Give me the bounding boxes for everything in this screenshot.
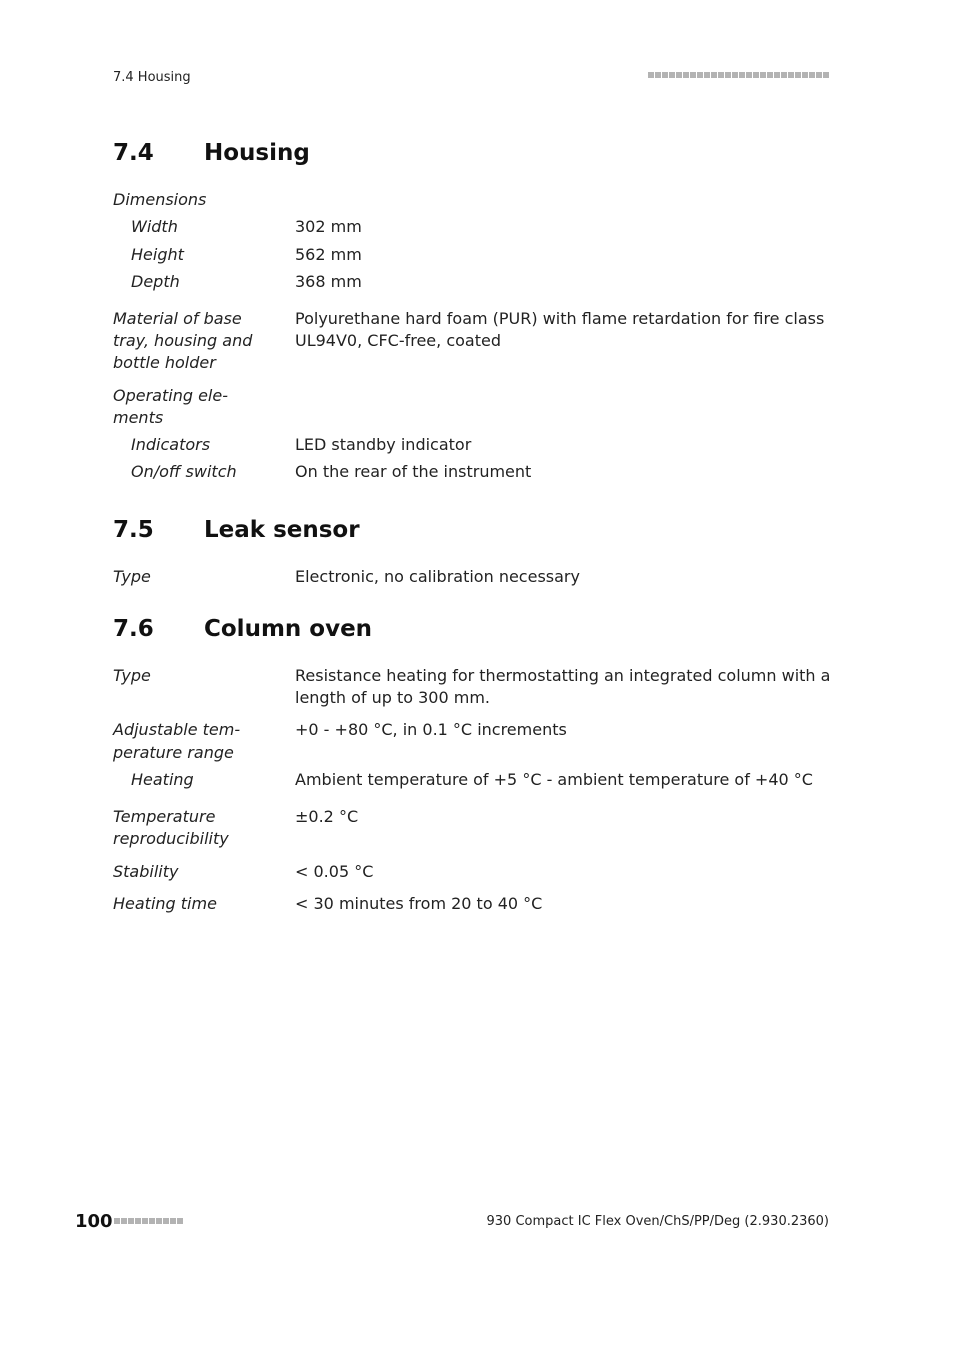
reproducibility-value: ±0.2 °C xyxy=(295,807,359,826)
on-off-switch-value: On the rear of the instrument xyxy=(295,462,532,481)
height-label: Height xyxy=(131,245,184,264)
oven-type-label: Type xyxy=(113,666,151,685)
reproducibility-label-line-1: Temperature xyxy=(113,807,216,826)
section-number: 7.6 xyxy=(113,616,154,642)
header-decoration xyxy=(648,72,829,78)
material-value-line-1: Polyurethane hard foam (PUR) with flame retardation for fire class xyxy=(295,309,825,328)
temperature-range-label-line-1: Adjustable tem- xyxy=(113,720,241,739)
width-label: Width xyxy=(131,217,178,236)
material-label-line-3: bottle holder xyxy=(113,353,216,372)
reproducibility-label-line-2: reproducibility xyxy=(113,829,229,848)
material-value-line-2: UL94V0, CFC-free, coated xyxy=(295,331,501,350)
depth-label: Depth xyxy=(131,272,180,291)
temperature-range-value: +0 - +80 °C, in 0.1 °C increments xyxy=(295,720,567,739)
section-title: Leak sensor xyxy=(204,517,360,543)
section-title: Housing xyxy=(204,140,310,166)
oven-type-value-line-2: length of up to 300 mm. xyxy=(295,688,491,707)
stability-value: < 0.05 °C xyxy=(295,862,374,881)
temperature-range-label-line-2: perature range xyxy=(113,743,234,762)
section-number: 7.5 xyxy=(113,517,154,543)
leak-type-label: Type xyxy=(113,567,151,586)
on-off-switch-label: On/off switch xyxy=(131,462,237,481)
material-label-line-2: tray, housing and xyxy=(113,331,253,350)
section-heading-housing xyxy=(113,140,310,166)
heating-value: Ambient temperature of +5 °C - ambient temperature of +40 °C xyxy=(295,770,813,789)
running-header-section: 7.4 Housing xyxy=(113,70,191,85)
dimensions-label: Dimensions xyxy=(113,190,207,209)
section-number: 7.4 xyxy=(113,140,154,166)
depth-value: 368 mm xyxy=(295,272,362,291)
operating-elements-label-line-1: Operating ele- xyxy=(113,386,228,405)
indicators-label: Indicators xyxy=(131,435,211,454)
footer-document-title: 930 Compact IC Flex Oven/ChS/PP/Deg (2.930.2360) xyxy=(486,1214,829,1229)
section-heading-column-oven xyxy=(113,616,372,642)
heating-time-value: < 30 minutes from 20 to 40 °C xyxy=(295,894,543,913)
leak-type-value: Electronic, no calibration necessary xyxy=(295,567,580,586)
indicators-value: LED standby indicator xyxy=(295,435,472,454)
height-value: 562 mm xyxy=(295,245,362,264)
page-number: 100 xyxy=(75,1211,113,1232)
width-value: 302 mm xyxy=(295,217,362,236)
section-title: Column oven xyxy=(204,616,373,642)
heating-time-label: Heating time xyxy=(113,894,217,913)
operating-elements-label-line-2: ments xyxy=(113,408,164,427)
oven-type-value-line-1: Resistance heating for thermostatting an integrated column with a xyxy=(295,666,831,685)
heating-label: Heating xyxy=(131,770,194,789)
footer-decoration xyxy=(114,1218,183,1224)
section-heading-leak-sensor xyxy=(113,517,360,543)
stability-label: Stability xyxy=(113,862,179,881)
material-label-line-1: Material of base xyxy=(113,309,242,328)
